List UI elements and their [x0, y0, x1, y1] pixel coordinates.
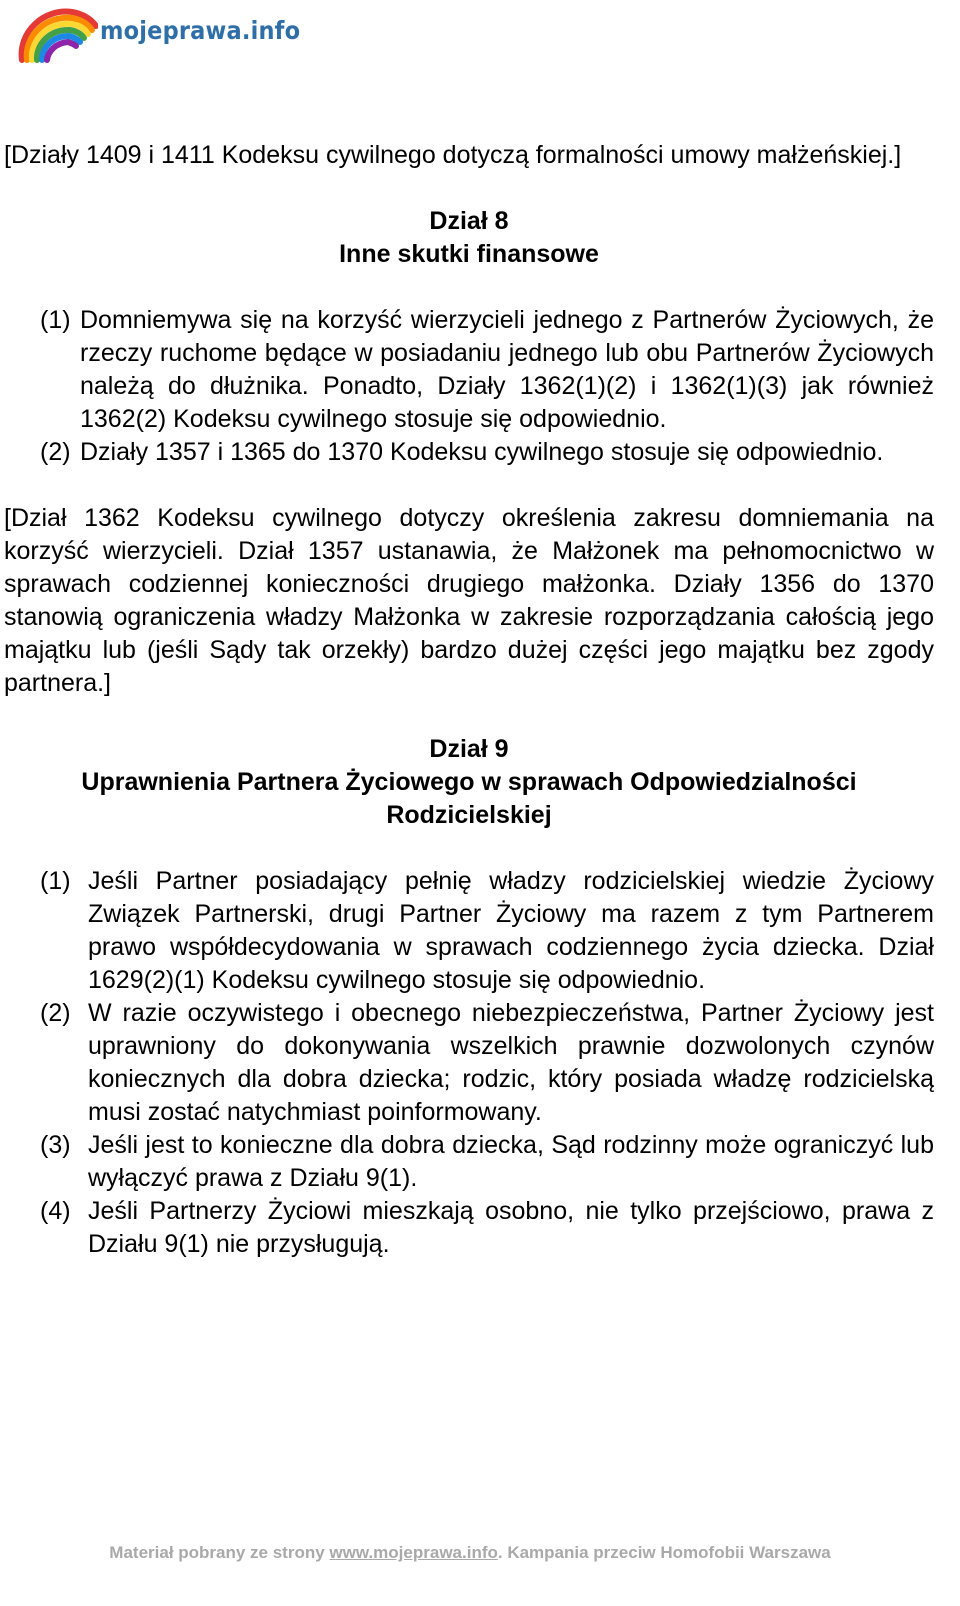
item-text: Domniemywa się na korzyść wierzycieli jednego z Partnerów Życiowych, że rzeczy ruchome będące w posiadaniu jednego lub obu Partnerów Życiowych należą do dłużnika. Ponadto, Działy 1362(1)(2) i 1362(1)(3) jak również 1362(2) Kodeksu cywilnego stosuje się odpowiednio.	[80, 306, 934, 433]
footer-prefix: Materiał pobrany ze strony	[109, 1543, 330, 1562]
list-item	[40, 865, 934, 997]
item-number: (2)	[40, 999, 71, 1027]
item-number: (1)	[40, 306, 71, 334]
site-logo[interactable]	[14, 2, 323, 64]
page-footer	[0, 1543, 940, 1563]
list-item	[40, 304, 934, 436]
list-item	[40, 997, 934, 1129]
item-text: Działy 1357 i 1365 do 1370 Kodeksu cywilnego stosuje się odpowiednio.	[80, 438, 884, 466]
intro-note: [Działy 1409 i 1411 Kodeksu cywilnego dotyczą formalności umowy małżeńskiej.]	[4, 141, 902, 169]
section8-title: Inne skutki finansowe	[339, 240, 599, 268]
section9-title-line2: Rodzicielskiej	[386, 801, 552, 829]
item-number: (1)	[40, 867, 71, 895]
section8-number: Dział 8	[429, 207, 509, 235]
footer-link[interactable]: www.mojeprawa.info	[329, 1543, 498, 1562]
item-number: (2)	[40, 438, 71, 466]
rainbow-logo-icon	[14, 2, 98, 64]
item-text: W razie oczywistego i obecnego niebezpieczeństwa, Partner Życiowy jest uprawniony do dokonywania wszelkich prawnie dozwolonych czynów koniecznych dla dobra dziecka; rodzic, który posiada władzę rodzicielską musi zostać natychmiast poinformowany.	[88, 999, 934, 1126]
item-number: (4)	[40, 1197, 71, 1225]
list-item	[40, 1129, 934, 1195]
item-text: Jeśli Partnerzy Życiowi mieszkają osobno, nie tylko przejściowo, prawa z Działu 9(1) nie przysługują.	[88, 1197, 934, 1258]
item-text: Jeśli Partner posiadający pełnię władzy rodzicielskiej wiedzie Życiowy Związek Partnerski, drugi Partner Życiowy ma razem z tym Partnerem prawo współdecydowania w sprawach codziennego życia dziecka. Dział 1629(2)(1) Kodeksu cywilnego stosuje się odpowiednio.	[88, 867, 934, 994]
site-name: mojeprawa.info	[100, 15, 301, 45]
item-text: Jeśli jest to konieczne dla dobra dziecka, Sąd rodzinny może ograniczyć lub wyłączyć prawa z Działu 9(1).	[88, 1131, 934, 1192]
footer-suffix: . Kampania przeciw Homofobii Warszawa	[497, 1543, 831, 1562]
document-body	[4, 139, 934, 1261]
section9-number: Dział 9	[429, 735, 509, 763]
list-item	[40, 1195, 934, 1261]
list-item	[40, 436, 934, 469]
section8-note: [Dział 1362 Kodeksu cywilnego dotyczy określenia zakresu domniemania na korzyść wierzycieli. Dział 1357 ustanawia, że Małżonek ma pełnomocnictwo w sprawach codziennej konieczności drugiego małżonka. Działy 1356 do 1370 stanowią ograniczenia władzy Małżonka w zakresie rozporządzania całością jego majątku lub (jeśli Sądy tak orzekły) bardzo dużej części jego majątku bez zgody partnera.]	[4, 504, 934, 697]
section8-list	[40, 304, 934, 469]
section9-title-line1: Uprawnienia Partnera Życiowego w sprawach Odpowiedzialności	[81, 768, 857, 796]
item-number: (3)	[40, 1131, 71, 1159]
section9-list	[40, 865, 934, 1261]
